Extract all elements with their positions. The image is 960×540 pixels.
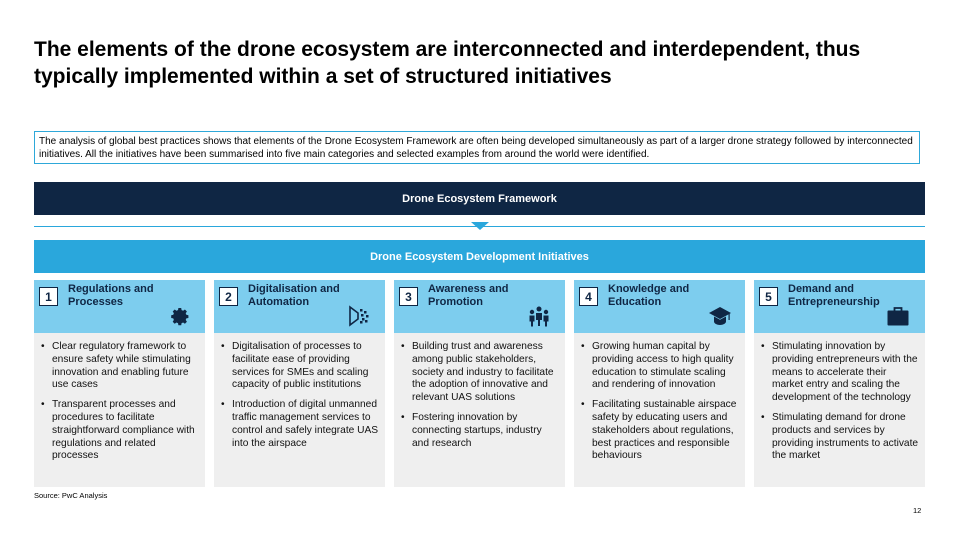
category-number: 1: [39, 287, 58, 306]
source-note: Source: PwC Analysis: [34, 491, 108, 500]
bullet-list: [214, 333, 385, 450]
list-item: • Digitalisation of processes to facilitate ease of providing services for SMEs and scaling capacity of public institutions: [232, 341, 379, 392]
category-card-knowledge: [574, 280, 745, 487]
category-title: Awareness and Promotion: [428, 283, 509, 308]
list-item: • Facilitating sustainable airspace safety by educating users and stakeholders about regulations, best practices and responsible behaviours: [592, 399, 739, 463]
category-number: 5: [759, 287, 778, 306]
page-title: The elements of the drone ecosystem are interconnected and interdependent, thus typically implemented within a set of structured initiatives: [34, 38, 861, 88]
list-item: • Stimulating demand for drone products and services by providing instruments to activate the market: [772, 412, 919, 463]
category-title: Demand and Entrepreneurship: [788, 283, 880, 308]
category-header: [574, 280, 745, 333]
category-header: [754, 280, 925, 333]
category-header: [34, 280, 205, 333]
category-number: 2: [219, 287, 238, 306]
list-item: • Fostering innovation by connecting startups, industry and research: [412, 412, 559, 450]
framework-label: Drone Ecosystem Framework: [402, 192, 557, 205]
bullet-list: [34, 333, 205, 463]
list-item: • Stimulating innovation by providing entrepreneurs with the means to accelerate their market entry and scaling the development of the technology: [772, 341, 919, 405]
list-item: • Introduction of digital unmanned traffic management services to control and safely integrate UAS into the airspace: [232, 399, 379, 450]
category-header: [394, 280, 565, 333]
bullet-list: [394, 333, 565, 450]
category-title: Regulations and Processes: [68, 283, 154, 308]
category-card-demand: [754, 280, 925, 487]
list-item: • Transparent processes and procedures to facilitate straightforward compliance with regulations and related processes: [52, 399, 199, 463]
briefcase-icon: [885, 304, 911, 328]
category-card-awareness: [394, 280, 565, 487]
gear-icon: [167, 304, 191, 328]
category-title: Digitalisation and Automation: [248, 283, 340, 308]
bullet-list: [754, 333, 925, 463]
category-header: [214, 280, 385, 333]
category-title: Knowledge and Education: [608, 283, 690, 308]
people-group-icon: [527, 304, 551, 328]
initiatives-label: Drone Ecosystem Development Initiatives: [370, 250, 589, 263]
list-item: • Clear regulatory framework to ensure safety while stimulating innovation and enabling future use cases: [52, 341, 199, 392]
bullet-list: [574, 333, 745, 463]
category-card-regulations: [34, 280, 205, 487]
category-number: 3: [399, 287, 418, 306]
list-item: • Growing human capital by providing access to high quality education to stimulate scaling and rendering of innovation: [592, 341, 739, 392]
graduation-cap-icon: [705, 304, 735, 328]
intro-text-box: The analysis of global best practices shows that elements of the Drone Ecosystem Framework are often being developed simultaneously as part of a larger drone strategy followed by interconnected initiatives. All the initiatives have been summarised into five main categories and selected examples from around the world were identified.: [34, 131, 920, 164]
page-number: 12: [913, 506, 922, 515]
digital-transformation-icon: [347, 304, 371, 328]
down-arrow-icon: [471, 222, 489, 230]
category-card-digitalisation: [214, 280, 385, 487]
list-item: • Building trust and awareness among public stakeholders, society and industry to facilitate the adoption of innovative and relevant UAS solutions: [412, 341, 559, 405]
initiatives-banner: [34, 240, 925, 273]
framework-banner: [34, 182, 925, 215]
category-number: 4: [579, 287, 598, 306]
